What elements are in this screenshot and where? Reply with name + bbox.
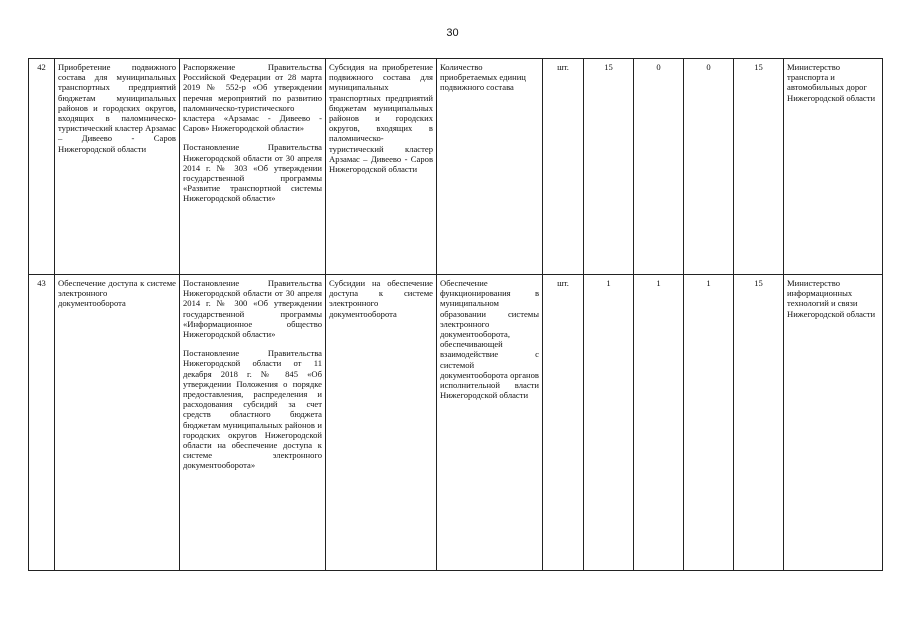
- measure-name: Обеспечение доступа к системе электронного документооборота: [55, 275, 180, 571]
- value-cell: 1: [584, 275, 634, 571]
- legal-basis: [180, 275, 326, 571]
- indicator-name: Обеспечение функционирования в муниципальном образовании системы электронного документооборота, обеспечивающей взаимодействие с системой документооборота органов исполнительной власти Нижегородской области: [437, 275, 543, 571]
- value-cell: 15: [734, 59, 784, 275]
- value-cell: 1: [684, 275, 734, 571]
- legal-basis-paragraph: Распоряжение Правительства Российской Федерации от 28 марта 2019 № 552-р «Об утверждении перечня мероприятий по развитию паломническо-туристического кластера «Арзамас - Дивеево - Саров» Нижегородской области»: [183, 62, 322, 134]
- table-row: [29, 59, 883, 275]
- legal-basis-paragraph: Постановление Правительства Нижегородской области от 30 апреля 2014 г. № 303 «Об утверждении государственной программы «Развитие транспортной системы Нижегородской области»: [183, 142, 322, 204]
- value-cell: 15: [734, 275, 784, 571]
- legal-basis-paragraph: Постановление Правительства Нижегородской области от 30 апреля 2014 г. № 300 «Об утверждении государственной программы «Информационное общество Нижегородской области»: [183, 278, 322, 340]
- value-cell: 0: [684, 59, 734, 275]
- row-number: 42: [29, 59, 55, 275]
- table-row: [29, 275, 883, 571]
- value-cell: 1: [634, 275, 684, 571]
- unit-cell: шт.: [543, 59, 584, 275]
- row-number: 43: [29, 275, 55, 571]
- unit-cell: шт.: [543, 275, 584, 571]
- ministry-name: Министерство транспорта и автомобильных дорог Нижегородской области: [784, 59, 883, 275]
- subsidy-name: Субсидия на приобретение подвижного состава для муниципальных транспортных предприятий бюджетам муниципальных районов и городских округов, входящих в паломническо-туристический кластер Арзамас – Дивеево - Саров Нижегородской области: [326, 59, 437, 275]
- measures-table: [28, 58, 883, 571]
- measure-name: Приобретение подвижного состава для муниципальных транспортных предприятий бюджетам муниципальных районов и городских округов, входящих в паломническо-туристический кластер Арзамас – Дивеево - Саров Нижегородской области: [55, 59, 180, 275]
- legal-basis: [180, 59, 326, 275]
- subsidy-name: Субсидии на обеспечение доступа к системе электронного документооборота: [326, 275, 437, 571]
- value-cell: 15: [584, 59, 634, 275]
- ministry-name: Министерство информационных технологий и связи Нижегородской области: [784, 275, 883, 571]
- legal-basis-paragraph: Постановление Правительства Нижегородской области от 11 декабря 2018 г. № 845 «Об утверждении Положения о порядке предоставления, распределения и расходования субсидий за счет средств областного бюджета бюджетам муниципальных районов и городских округов Нижегородской области на обеспечение доступа к системе электронного документооборота»: [183, 348, 322, 471]
- indicator-name: Количество приобретаемых единиц подвижного состава: [437, 59, 543, 275]
- value-cell: 0: [634, 59, 684, 275]
- page-number: 30: [446, 27, 459, 39]
